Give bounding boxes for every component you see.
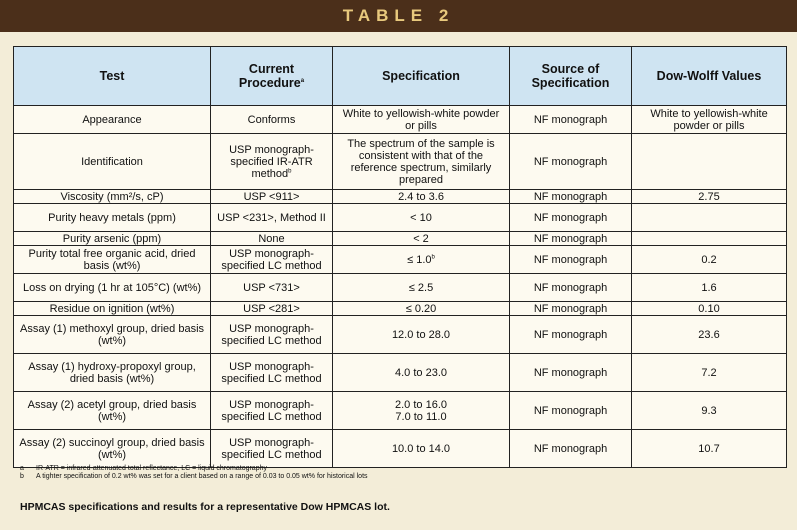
cell-source: NF monograph <box>510 204 632 232</box>
table-row <box>14 246 787 274</box>
cell-test: Loss on drying (1 hr at 105°C) (wt%) <box>14 274 211 302</box>
cell-specification: The spectrum of the sample is consistent with that of the reference spectrum, similarly prepared <box>333 134 510 190</box>
table-row <box>14 302 787 316</box>
footnote-text: IR-ATR = infrared-attenuated total reflectance, LC = liquid chromatography <box>36 465 267 472</box>
cell-test: Assay (2) acetyl group, dried basis (wt%) <box>14 392 211 430</box>
cell-specification: ≤ 2.5 <box>333 274 510 302</box>
cell-value <box>632 232 787 246</box>
cell-source: NF monograph <box>510 134 632 190</box>
cell-specification: White to yellowish-white powder or pills <box>333 106 510 134</box>
header-row <box>14 47 787 106</box>
cell-value: 10.7 <box>632 430 787 468</box>
cell-value <box>632 204 787 232</box>
cell-source: NF monograph <box>510 106 632 134</box>
cell-source: NF monograph <box>510 246 632 274</box>
cell-source: NF monograph <box>510 302 632 316</box>
header-specification: Specification <box>333 47 510 106</box>
cell-test: Assay (2) succinoyl group, dried basis (wt%) <box>14 430 211 468</box>
cell-value: 23.6 <box>632 316 787 354</box>
table-row <box>14 316 787 354</box>
table-row <box>14 274 787 302</box>
table-row <box>14 354 787 392</box>
spec-table <box>13 46 787 468</box>
cell-specification: 2.4 to 3.6 <box>333 190 510 204</box>
cell-test: Viscosity (mm²/s, cP) <box>14 190 211 204</box>
table-row <box>14 232 787 246</box>
cell-value: 1.6 <box>632 274 787 302</box>
footnote-ref: b <box>431 253 435 260</box>
cell-specification: 2.0 to 16.0 7.0 to 11.0 <box>333 392 510 430</box>
cell-value: 9.3 <box>632 392 787 430</box>
cell-current-procedure: USP <731> <box>211 274 333 302</box>
header-source: Source of Specification <box>510 47 632 106</box>
header-test: Test <box>14 47 211 106</box>
table-row <box>14 430 787 468</box>
cell-test: Residue on ignition (wt%) <box>14 302 211 316</box>
header-values: Dow-Wolff Values <box>632 47 787 106</box>
footnote-ref: a <box>300 77 305 84</box>
cell-source: NF monograph <box>510 232 632 246</box>
cell-specification: 4.0 to 23.0 <box>333 354 510 392</box>
footnote-mark: a <box>20 465 24 472</box>
cell-source: NF monograph <box>510 430 632 468</box>
table-row <box>14 204 787 232</box>
cell-source: NF monograph <box>510 316 632 354</box>
footnote-ref: b <box>288 167 292 174</box>
table-row <box>14 392 787 430</box>
cell-test: Assay (1) methoxyl group, dried basis (wt%) <box>14 316 211 354</box>
table-row <box>14 190 787 204</box>
cell-value: 7.2 <box>632 354 787 392</box>
cell-value: White to yellowish-white powder or pills <box>632 106 787 134</box>
cell-value: 0.2 <box>632 246 787 274</box>
header-current-procedure: Current Procedure$^a$ <box>211 47 333 106</box>
table-row <box>14 134 787 190</box>
cell-current-procedure: Conforms <box>211 106 333 134</box>
cell-specification: ≤ 1.0$^b$ <box>333 246 510 274</box>
cell-test: Purity heavy metals (ppm) <box>14 204 211 232</box>
table-row <box>14 106 787 134</box>
cell-test: Appearance <box>14 106 211 134</box>
table-panel <box>0 32 797 530</box>
cell-value <box>632 134 787 190</box>
cell-current-procedure: USP monograph-specified LC method <box>211 354 333 392</box>
cell-current-procedure: USP monograph-specified LC method <box>211 392 333 430</box>
footnote-a <box>20 465 267 473</box>
cell-value: 0.10 <box>632 302 787 316</box>
cell-current-procedure: None <box>211 232 333 246</box>
cell-source: NF monograph <box>510 274 632 302</box>
title-bar <box>0 0 797 32</box>
cell-test: Assay (1) hydroxy-propoxyl group, dried basis (wt%) <box>14 354 211 392</box>
cell-test: Purity arsenic (ppm) <box>14 232 211 246</box>
cell-current-procedure: USP monograph-specified LC method <box>211 316 333 354</box>
cell-test: Identification <box>14 134 211 190</box>
footnote-text: A tighter specification of 0.2 wt% was set for a client based on a range of 0.03 to 0.05 wt% for historical lots <box>36 473 368 480</box>
cell-current-procedure: USP monograph-specified LC method <box>211 246 333 274</box>
cell-source: NF monograph <box>510 392 632 430</box>
cell-value: 2.75 <box>632 190 787 204</box>
footnote-b <box>20 473 368 481</box>
cell-specification: 12.0 to 28.0 <box>333 316 510 354</box>
cell-current-procedure: USP monograph-specified LC method <box>211 430 333 468</box>
cell-specification: ≤ 0.20 <box>333 302 510 316</box>
table-title: TABLE 2 <box>342 6 455 25</box>
cell-specification: < 2 <box>333 232 510 246</box>
cell-source: NF monograph <box>510 190 632 204</box>
table-caption: HPMCAS specifications and results for a representative Dow HPMCAS lot. <box>20 501 390 513</box>
cell-current-procedure: USP <281> <box>211 302 333 316</box>
cell-specification: < 10 <box>333 204 510 232</box>
cell-test: Purity total free organic acid, dried basis (wt%) <box>14 246 211 274</box>
cell-current-procedure: USP monograph-specified IR-ATR method$^b$ <box>211 134 333 190</box>
cell-current-procedure: USP <231>, Method II <box>211 204 333 232</box>
cell-specification: 10.0 to 14.0 <box>333 430 510 468</box>
cell-source: NF monograph <box>510 354 632 392</box>
cell-current-procedure: USP <911> <box>211 190 333 204</box>
footnote-mark: b <box>20 473 24 480</box>
